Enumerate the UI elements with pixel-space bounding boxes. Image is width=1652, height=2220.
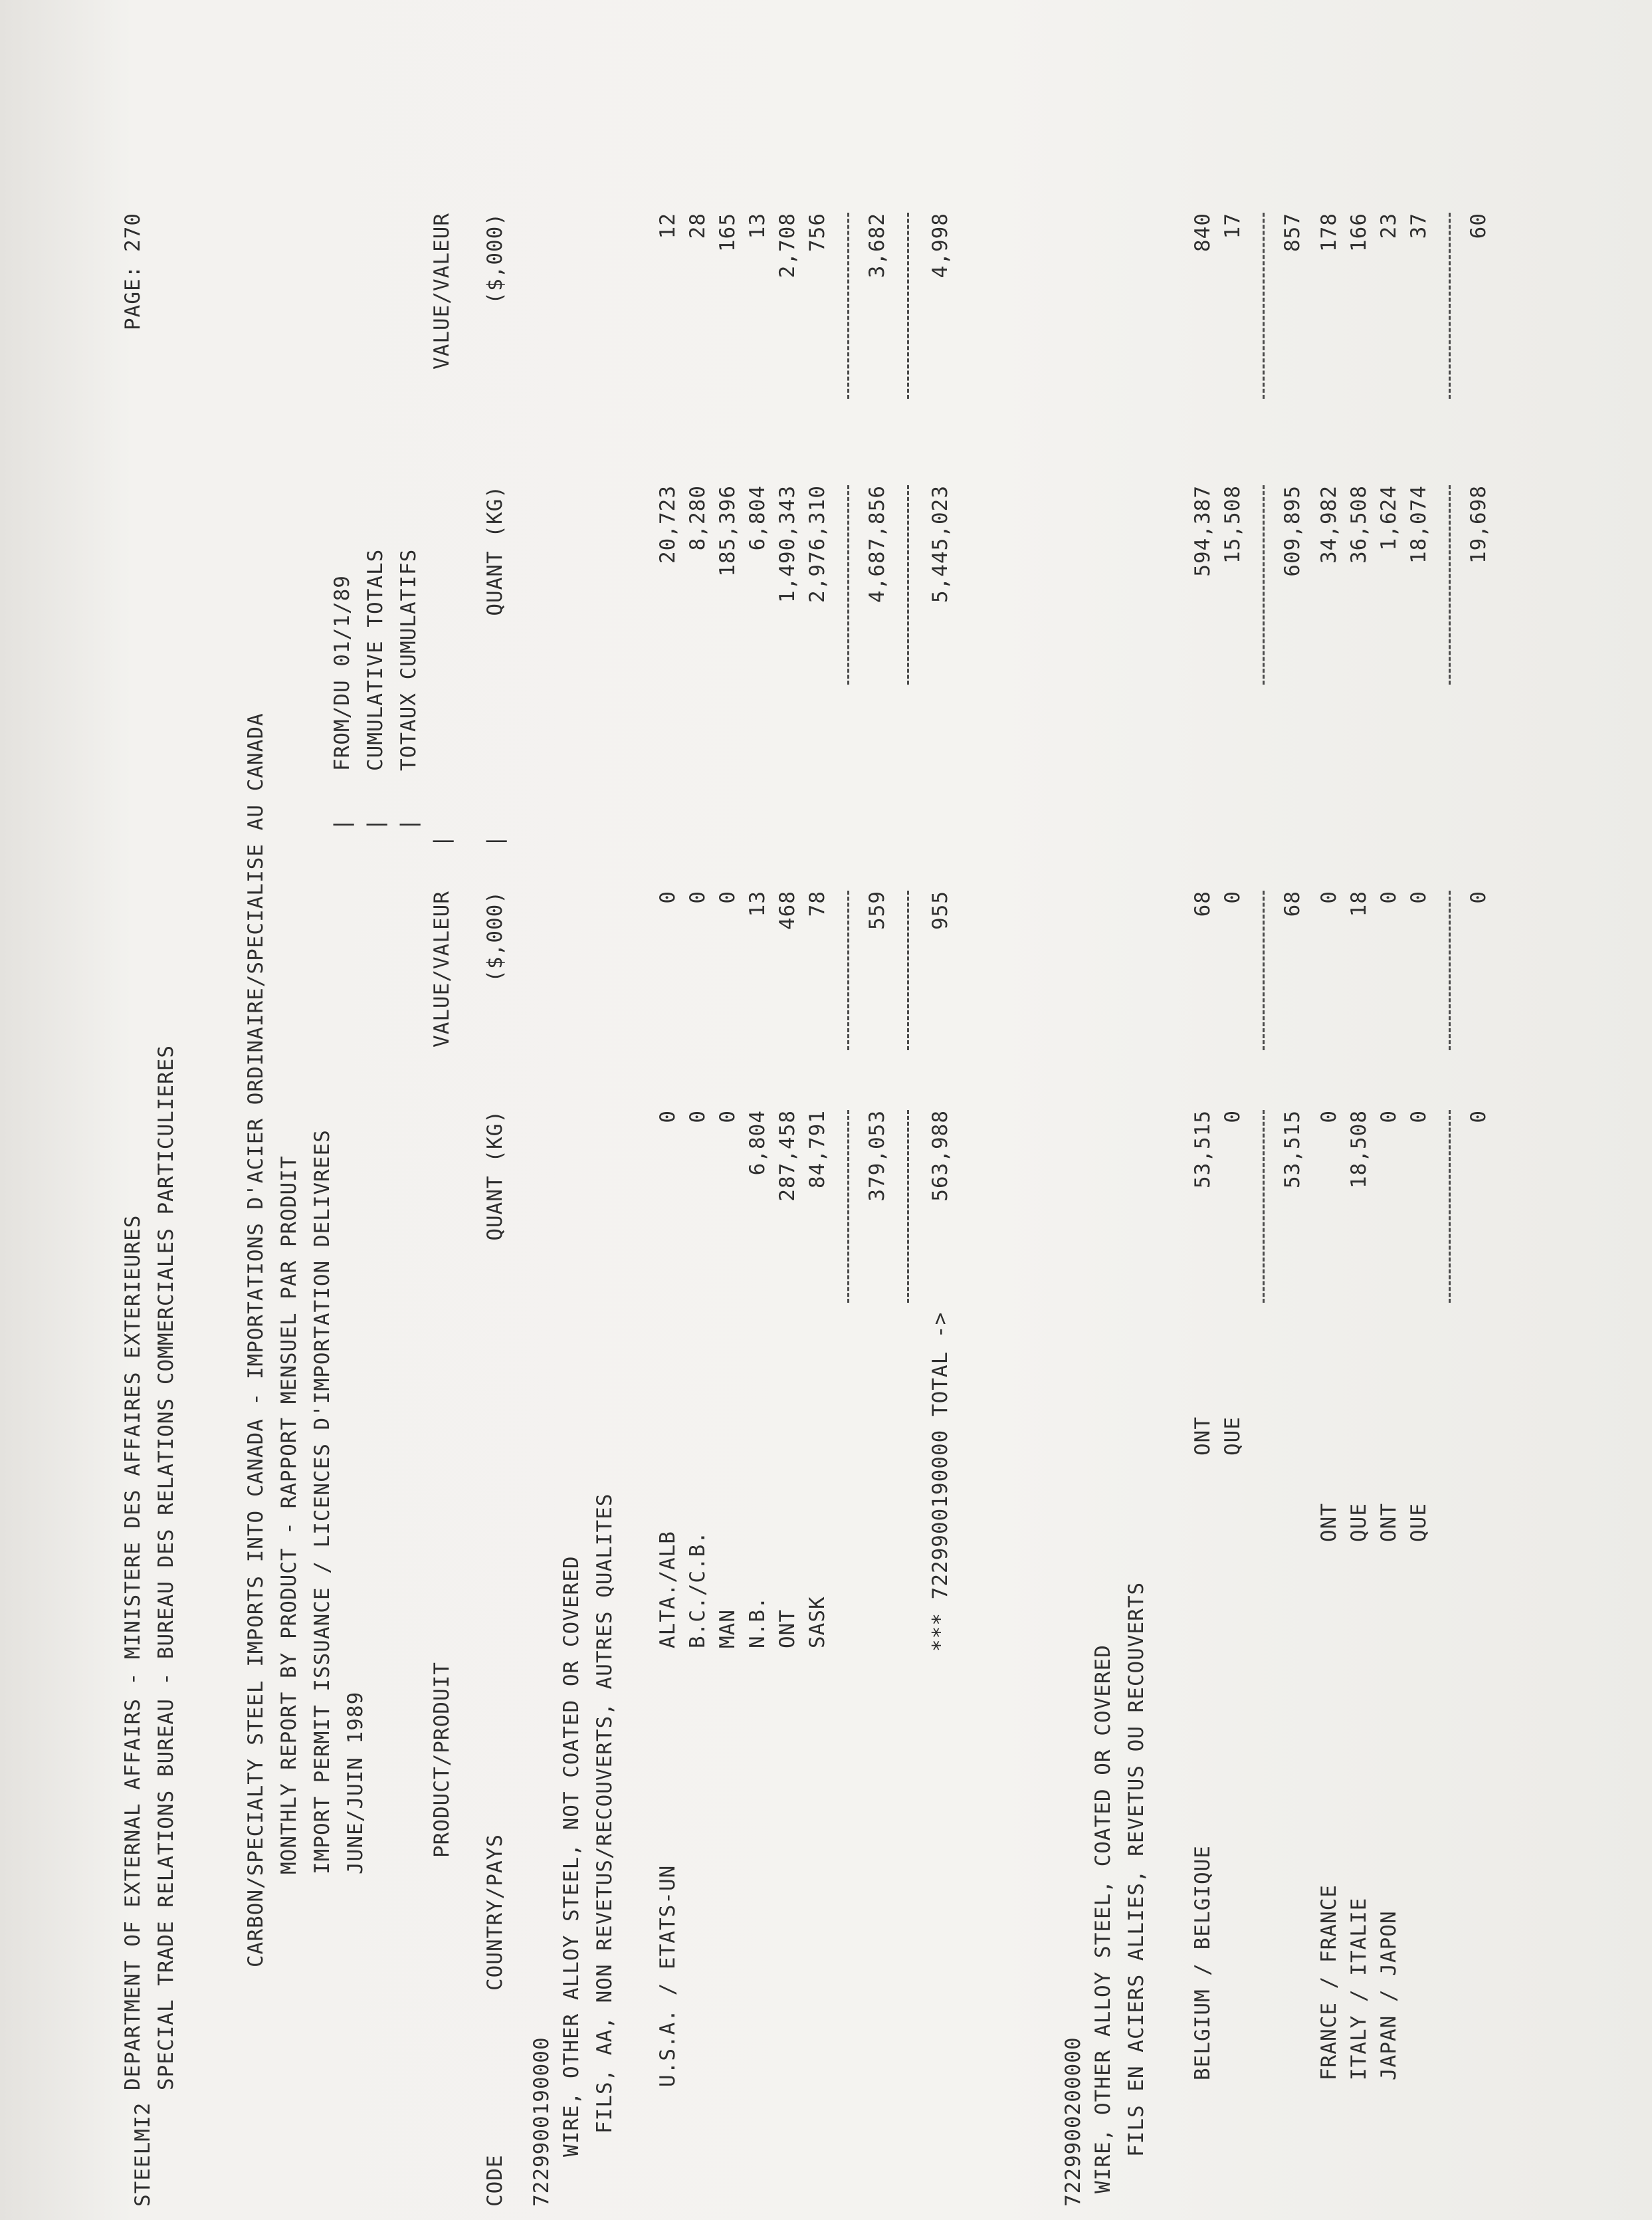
value: 0 [1221, 891, 1245, 904]
cum-value: 840 [1191, 213, 1215, 252]
title-line-2: MONTHLY REPORT BY PRODUCT - RAPPORT MENSUEL PAR PRODUIT [277, 1155, 301, 1874]
province: QUE [1347, 1503, 1371, 1542]
belgium-subtotal-cum-value: 857 [1281, 213, 1304, 252]
value: 0 [1377, 891, 1401, 904]
divider [1449, 485, 1451, 685]
belgium-subtotal-cum-quantity: 609,895 [1281, 485, 1304, 577]
quantity: 0 [1317, 1110, 1341, 1123]
quantity: 53,515 [1191, 1110, 1215, 1188]
japan-subtotal-cum-value: 60 [1467, 213, 1491, 239]
province: MAN [716, 1609, 740, 1648]
value: 0 [656, 891, 680, 904]
province: SASK [805, 1596, 829, 1648]
cum-quantity: 18,074 [1407, 485, 1431, 564]
title-line-3: IMPORT PERMIT ISSUANCE / LICENCES D'IMPORTATION DELIVREES [310, 1129, 334, 1874]
cum-bar-3: | [397, 818, 421, 831]
cum-value: 13 [746, 213, 770, 239]
value: 0 [716, 891, 740, 904]
belgium-country: BELGIUM / BELGIQUE [1191, 1845, 1215, 2080]
quantity: 18,508 [1347, 1110, 1371, 1188]
value: 0 [1317, 891, 1341, 904]
japan-subtotal-value: 0 [1467, 891, 1491, 904]
cum-quantity: 20,723 [656, 485, 680, 564]
col-cum-value: VALUE/VALEUR [430, 213, 454, 370]
cum-quantity: 1,490,343 [775, 485, 799, 603]
cumulative-from: FROM/DU 01/1/89 [330, 575, 354, 771]
report-id: STEELMI2 [131, 2102, 155, 2207]
section-2-code: 7229900200000 [1061, 2037, 1085, 2207]
quantity: 0 [656, 1110, 680, 1123]
cumulative-totals-fr: TOTAUX CUMULATIFS [397, 548, 421, 771]
value: 13 [746, 891, 770, 917]
cum-value: 2,708 [775, 213, 799, 278]
cum-quantity: 1,624 [1377, 485, 1401, 551]
cumulative-totals-en: CUMULATIVE TOTALS [363, 548, 387, 771]
province: QUE [1221, 1416, 1245, 1456]
dept-line-2: SPECIAL TRADE RELATIONS BUREAU - BUREAU DES RELATIONS COMMERCIALES PARTICULIERES [154, 1044, 178, 2090]
section-2-desc-en: WIRE, OTHER ALLOY STEEL, COATED OR COVERED [1091, 1644, 1115, 2193]
province: ONT [1191, 1416, 1215, 1456]
value: 468 [775, 891, 799, 930]
cum-bar-2: | [363, 818, 387, 831]
divider [1263, 891, 1265, 1050]
japan-country: JAPAN / JAPON [1377, 1910, 1401, 2080]
divider [847, 485, 849, 685]
france-country: FRANCE / FRANCE [1317, 1884, 1341, 2080]
cum-value: 23 [1377, 213, 1401, 239]
italy-country: ITALY / ITALIE [1347, 1897, 1371, 2080]
quantity: 0 [716, 1110, 740, 1123]
divider [907, 485, 909, 685]
value: 68 [1191, 891, 1215, 917]
province: ALTA./ALB [656, 1531, 680, 1648]
divider [907, 891, 909, 1050]
province: ONT [775, 1609, 799, 1648]
divider [1263, 485, 1265, 685]
title-line-1: CARBON/SPECIALTY STEEL IMPORTS INTO CANADA - IMPORTATIONS D'ACIER ORDINAIRE/SPECIALISE AU CANADA [244, 713, 268, 1967]
quantity: 6,804 [746, 1110, 770, 1176]
cum-quantity: 8,280 [686, 485, 710, 551]
cum-value: 12 [656, 213, 680, 239]
divider [1263, 213, 1265, 399]
col-bar-2: | [483, 834, 507, 847]
cum-quantity: 6,804 [746, 485, 770, 551]
value: 78 [805, 891, 829, 917]
province: B.C./C.B. [686, 1531, 710, 1648]
cum-value: 166 [1347, 213, 1371, 252]
quantity: 0 [686, 1110, 710, 1123]
col-bar-1: | [430, 834, 454, 847]
province: ONT [1377, 1503, 1401, 1542]
col-code: CODE [483, 2154, 507, 2207]
belgium-subtotal-value: 68 [1281, 891, 1304, 917]
cum-quantity: 2,976,310 [805, 485, 829, 603]
quantity: 0 [1407, 1110, 1431, 1123]
japan-subtotal-quantity: 0 [1467, 1110, 1491, 1123]
divider [1449, 213, 1451, 399]
section-1-desc-fr: FILS, AA, NON REVETUS/RECOUVERTS, AUTRES QUALITES [593, 1493, 617, 2134]
col-quant: QUANT (KG) [483, 1110, 507, 1241]
cum-value: 756 [805, 213, 829, 252]
divider [1263, 1110, 1265, 1303]
section-1-total-quantity: 563,988 [928, 1110, 952, 1202]
section-1-total-cum-quantity: 5,445,023 [928, 485, 952, 603]
divider [847, 891, 849, 1050]
cum-quantity: 15,508 [1221, 485, 1245, 564]
divider [847, 1110, 849, 1303]
divider [907, 1110, 909, 1303]
section-1-desc-en: WIRE, OTHER ALLOY STEEL, NOT COATED OR COVERED [560, 1555, 583, 2157]
quantity: 0 [1377, 1110, 1401, 1123]
cum-quantity: 594,387 [1191, 485, 1215, 577]
page-number: PAGE: 270 [121, 213, 145, 330]
divider [1449, 891, 1451, 1050]
section-2-desc-fr: FILS EN ACIERS ALLIES, REVETUS OU RECOUVERTS [1124, 1581, 1148, 2157]
col-product: PRODUCT/PRODUIT [430, 1662, 454, 1858]
divider [847, 213, 849, 399]
col-value-unit: ($,000) [483, 891, 507, 982]
belgium-subtotal-quantity: 53,515 [1281, 1110, 1304, 1188]
section-1-total-cum-value: 4,998 [928, 213, 952, 278]
section-1-total-label: *** 7229900190000 TOTAL -> [928, 1311, 952, 1652]
dept-line-1: DEPARTMENT OF EXTERNAL AFFAIRS - MINISTERE DES AFFAIRES EXTERIEURES [121, 1214, 145, 2090]
divider [1449, 1110, 1451, 1303]
section-1-subtotal-quantity: 379,053 [865, 1110, 889, 1202]
title-line-4: JUNE/JUIN 1989 [344, 1691, 367, 1874]
cum-quantity: 36,508 [1347, 485, 1371, 564]
col-cum-value-unit: ($,000) [483, 213, 507, 304]
cum-value: 28 [686, 213, 710, 239]
cum-value: 165 [716, 213, 740, 252]
cum-value: 178 [1317, 213, 1341, 252]
section-1-country: U.S.A. / ETATS-UN [656, 1864, 680, 2087]
value: 0 [1407, 891, 1431, 904]
divider [907, 213, 909, 399]
section-1-code: 7229900190000 [530, 2037, 554, 2207]
value: 0 [686, 891, 710, 904]
section-1-subtotal-value: 559 [865, 891, 889, 930]
rotated-report [120, 146, 1635, 2207]
quantity: 84,791 [805, 1110, 829, 1188]
province: N.B. [746, 1596, 770, 1648]
section-1-subtotal-cum-quantity: 4,687,856 [865, 485, 889, 603]
cum-value: 17 [1221, 213, 1245, 239]
japan-subtotal-cum-quantity: 19,698 [1467, 485, 1491, 564]
col-cum-quant: QUANT (KG) [483, 485, 507, 616]
value: 18 [1347, 891, 1371, 917]
section-1-subtotal-cum-value: 3,682 [865, 213, 889, 278]
cum-quantity: 34,982 [1317, 485, 1341, 564]
province: ONT [1317, 1503, 1341, 1542]
cum-quantity: 185,396 [716, 485, 740, 577]
col-value: VALUE/VALEUR [430, 891, 454, 1048]
quantity: 287,458 [775, 1110, 799, 1202]
cum-value: 37 [1407, 213, 1431, 239]
section-1-total-value: 955 [928, 891, 952, 930]
cum-bar-1: | [330, 818, 354, 831]
col-country: COUNTRY/PAYS [483, 1834, 507, 1991]
province: QUE [1407, 1503, 1431, 1542]
quantity: 0 [1221, 1110, 1245, 1123]
